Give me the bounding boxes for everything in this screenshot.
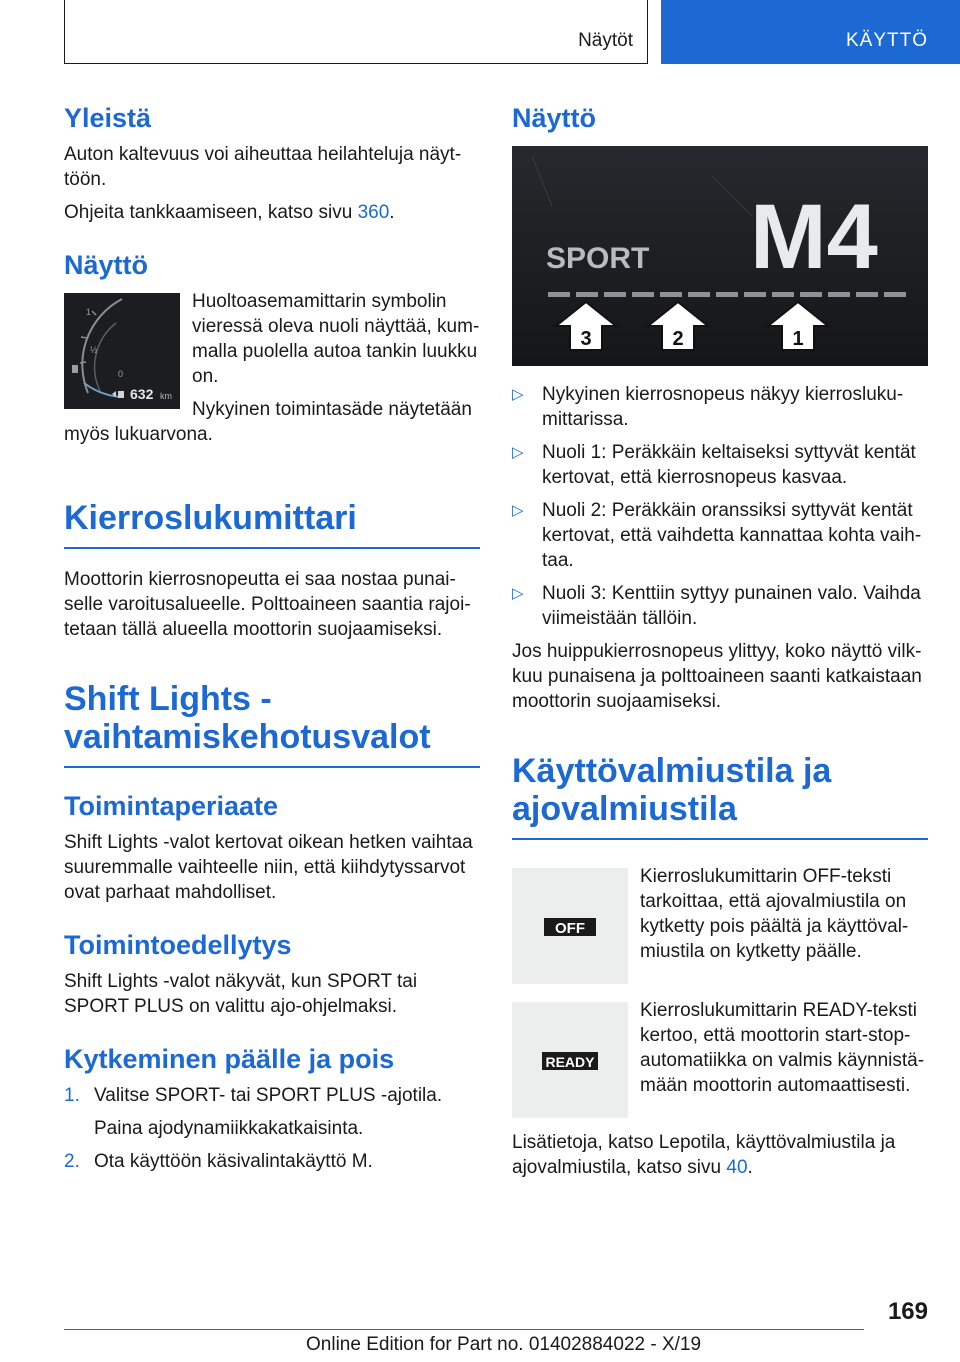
list-item: ▷ Nuoli 3: Kenttiin syttyy punainen valo. Vaihda viimeistään tällöin.: [512, 583, 921, 629]
triangle-bullet-icon: ▷: [512, 502, 524, 519]
right-column: [512, 100, 928, 1188]
heading-on-off: Kytkeminen päälle ja pois: [64, 1044, 395, 1074]
heading-general: Yleistä: [64, 103, 152, 133]
page-link-360[interactable]: 360: [357, 202, 390, 223]
page-number: 169: [887, 1298, 928, 1325]
heading-display-right: Näyttö: [512, 103, 597, 133]
off-indicator-image: [512, 868, 628, 984]
triangle-bullet-icon: ▷: [512, 585, 524, 602]
header-chapter-title: KÄYTTÖ: [845, 30, 928, 51]
left-column: [64, 100, 480, 1182]
display-paragraph-1: Huoltoasemamittarin symbolin vieressä oleva nuoli näyttää, kummalla puolella autoa tankin luukku on.: [192, 291, 480, 387]
gauge-tick-half: ½: [90, 345, 98, 355]
general-paragraph-1: Auton kaltevuus voi aiheuttaa heilahteluja näyttöön.: [64, 144, 462, 190]
heading-principle: Toimintaperiaate: [64, 791, 279, 821]
svg-text:3: 3: [580, 328, 592, 350]
footer-divider: [64, 1329, 864, 1330]
list-item: ▷ Nuoli 2: Peräkkäin oranssiksi syttyvät kentät kertovat, että vaihdetta kannattaa kohta vaihtaa.: [512, 500, 922, 571]
principle-paragraph: Shift Lights -valot kertovat oikean hetken vaihtaa suuremmalle vaihteelle niin, että kiihdytyssarvot ovat parhaat mahdolliset.: [64, 832, 473, 903]
page-link-40[interactable]: 40: [726, 1157, 748, 1178]
svg-text:1: 1: [792, 328, 804, 350]
gauge-tick-1: 1: [86, 307, 92, 317]
header-chapter-tab: [661, 0, 960, 64]
tachometer-paragraph: Moottorin kierrosnopeutta ei saa nostaa punaiselle varoitusalueelle. Polttoaineen saantia rajoitetaan tällä alueella moottorin suojaamiseksi.: [64, 569, 471, 640]
ready-label: READY: [545, 1054, 595, 1070]
heading-display-left: Näyttö: [64, 250, 149, 280]
svg-text:2: 2: [672, 328, 684, 350]
off-label: OFF: [555, 920, 585, 937]
shift-lights-display-image: [512, 146, 928, 366]
triangle-bullet-icon: ▷: [512, 444, 524, 461]
ready-paragraph: Kierroslukumittarin READY-teksti kertoo, että moottorin start-stop-automatiikka on valmis käynnistämään moottorin automaattisesti.: [640, 1000, 925, 1096]
mode-label-sport: SPORT: [546, 242, 650, 275]
list-item: 2. Ota käyttöön käsivalintakäyttö M.: [64, 1151, 373, 1172]
footer-edition-text: Online Edition for Part no. 01402884022 - X/19: [306, 1334, 702, 1355]
list-item: ▷ Nuoli 1: Peräkkäin keltaiseksi syttyvät kentät kertovat, että kierrosnopeus kasvaa.: [512, 442, 916, 488]
more-info-paragraph: Lisätietoja, katso Lepotila, käyttövalmiustila ja ajovalmiustila, katso sivu 40.: [512, 1132, 896, 1178]
heading-tachometer: Kierroslukumittari: [64, 499, 480, 549]
header-section-title: Näytöt: [578, 30, 633, 51]
gauge-range-unit: km: [160, 391, 172, 401]
display-paragraph-2: Nykyinen toimintasäde näytetään myös lukuarvona.: [64, 399, 472, 445]
fuel-gauge-image: [64, 293, 180, 409]
gear-indicator: M4: [750, 186, 878, 288]
fuel-pump-icon: [72, 365, 78, 373]
overrev-paragraph: Jos huippukierrosnopeus ylittyy, koko näyttö vilkkuu punaisena ja polttoaineen saanti katkaistaan moottorin suojaamiseksi.: [512, 641, 922, 712]
gauge-tick-0: 0: [118, 369, 124, 379]
heading-standby-drive-ready: Käyttövalmiustila ja ajovalmiustila: [512, 752, 928, 840]
steps-list: [64, 1083, 480, 1174]
gauge-range-value: 632: [130, 386, 154, 402]
list-item: ▷ Nykyinen kierrosnopeus näkyy kierroslukumittarissa.: [512, 384, 904, 430]
off-paragraph: Kierroslukumittarin OFF-teksti tarkoittaa, että ajovalmiustila on kytketty pois päältä ja käyttövalmiustila on kytketty päälle.: [640, 866, 909, 962]
header-section-tab: [64, 0, 648, 64]
heading-requirements: Toimintoedellytys: [64, 930, 292, 960]
display-bullet-list: [512, 382, 928, 631]
list-item: 1. Valitse SPORT- tai SPORT PLUS -ajotila. Paina ajodynamiikkakatkaisinta.: [64, 1085, 443, 1139]
triangle-bullet-icon: ▷: [512, 386, 524, 403]
ready-indicator-image: [512, 1002, 628, 1118]
heading-shift-lights: Shift Lights - vaihtamiskehotusvalot: [64, 680, 480, 768]
requirements-paragraph: Shift Lights -valot näkyvät, kun SPORT tai SPORT PLUS on valittu ajo-ohjelmaksi.: [64, 971, 418, 1017]
general-paragraph-2: Ohjeita tankkaamiseen, katso sivu 360.: [64, 202, 395, 223]
